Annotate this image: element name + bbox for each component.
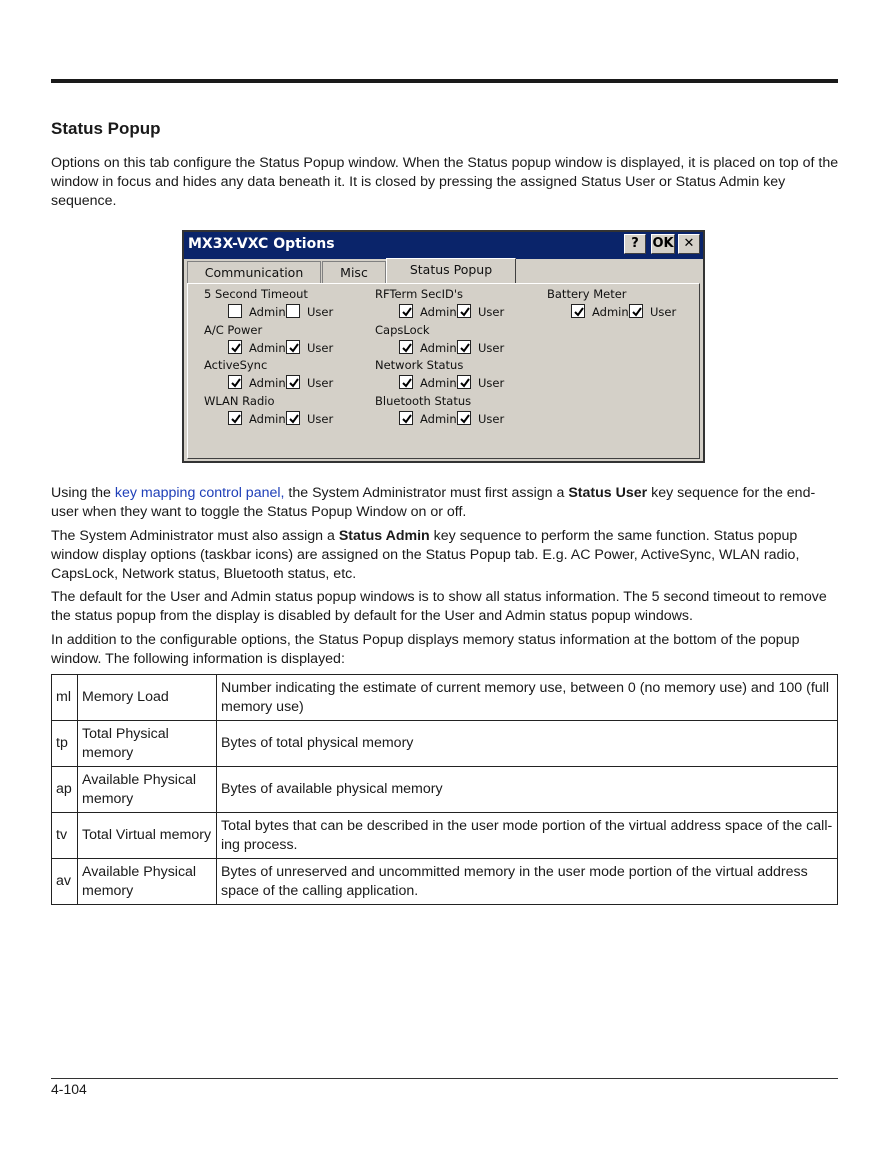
p2-text: The System Administrator must also assign a [51,528,339,544]
group-label-5-second-timeout: 5 Second Timeout [204,287,308,301]
user-checkbox-activesync[interactable] [286,375,300,389]
admin-checkbox-bluetooth-status[interactable] [399,411,413,425]
p1-text-end: key sequence for the end-user when they want to toggle the Status Popup Window on or off. [51,485,816,520]
header-rule [51,79,838,83]
tab-communication[interactable]: Communication [187,261,321,283]
dialog-titlebar [184,232,703,259]
user-checkbox-rfterm-secid-s[interactable] [457,304,471,318]
admin-checkbox-wlan-radio[interactable] [228,411,242,425]
group-label-wlan-radio: WLAN Radio [204,394,275,408]
admin-checkbox-capslock[interactable] [399,340,413,354]
admin-checkbox-network-status[interactable] [399,375,413,389]
options-dialog [182,230,705,463]
tab-status-popup[interactable]: Status Popup [386,258,516,284]
group-label-activesync: ActiveSync [204,358,268,372]
table-row [52,813,838,859]
table-row [52,721,838,767]
admin-label: Admin [420,412,457,426]
cell-desc: Bytes of unreserved and uncommitted memory in the user mode portion of the virtual address space of the calling application. [217,859,838,905]
user-label: User [478,305,505,319]
user-label: User [478,341,505,355]
user-label: User [478,412,505,426]
cell-code: tp [52,721,78,767]
status-user-term: Status User [568,485,648,501]
admin-label: Admin [249,376,286,390]
paragraph-memory-intro: In addition to the configurable options, the Status Popup displays memory status information at the bottom of the popup window. The following information is displayed: [51,632,800,667]
cell-desc: Number indicating the estimate of current memory use, between 0 (no memory use) and 100 (full memory use) [217,675,838,721]
cell-name: Total Physical memory [78,721,217,767]
key-mapping-link[interactable]: key mapping control panel, [114,485,285,501]
admin-label: Admin [420,376,457,390]
table-row [52,675,838,721]
cell-code: ml [52,675,78,721]
user-checkbox-a-c-power[interactable] [286,340,300,354]
cell-desc: Bytes of available physical memory [217,767,838,813]
user-label: User [307,412,334,426]
admin-checkbox-5-second-timeout[interactable] [228,304,242,318]
user-label: User [307,341,334,355]
cell-name: Available Physical memory [78,859,217,905]
user-label: User [650,305,677,319]
admin-checkbox-activesync[interactable] [228,375,242,389]
tab-misc[interactable]: Misc [322,261,386,283]
cell-code: av [52,859,78,905]
page-number: 4-104 [51,1081,87,1097]
user-checkbox-bluetooth-status[interactable] [457,411,471,425]
paragraph-status-admin [51,527,841,584]
p1-text-mid: the System Administrator must first assign a [284,485,569,501]
user-checkbox-capslock[interactable] [457,340,471,354]
user-checkbox-wlan-radio[interactable] [286,411,300,425]
footer-rule [51,1078,838,1079]
paragraph-key-mapping [51,484,841,522]
p1-text: Using the [51,485,115,501]
admin-checkbox-battery-meter[interactable] [571,304,585,318]
group-label-bluetooth-status: Bluetooth Status [375,394,472,408]
admin-label: Admin [420,305,457,319]
section-title: Status Popup [51,119,161,138]
table-row [52,767,838,813]
group-label-network-status: Network Status [375,358,464,372]
help-button[interactable]: ? [624,234,646,254]
cell-code: tv [52,813,78,859]
ok-button[interactable]: OK [651,234,675,254]
status-admin-term: Status Admin [338,528,430,544]
admin-label: Admin [249,412,286,426]
admin-checkbox-rfterm-secid-s[interactable] [399,304,413,318]
user-checkbox-battery-meter[interactable] [629,304,643,318]
group-label-battery-meter: Battery Meter [547,287,627,301]
memory-status-table [51,674,838,905]
admin-label: Admin [420,341,457,355]
cell-name: Available Physical memory [78,767,217,813]
close-button[interactable]: ✕ [678,234,700,254]
user-checkbox-5-second-timeout[interactable] [286,304,300,318]
user-label: User [307,305,334,319]
cell-code: ap [52,767,78,813]
table-row [52,859,838,905]
admin-label: Admin [592,305,629,319]
group-label-rfterm-secid-s: RFTerm SecID's [375,287,464,301]
p2-text-end: key sequence to perform the same function. Status popup window display options (taskbar icons) are assigned on the Status Popup tab. E.g. AC Power, ActiveSync, WLAN radio, CapsLock, Network status, Bluetooth status, etc. [51,528,800,582]
intro-paragraph: Options on this tab configure the Status Popup window. When the Status popup window is displayed, it is placed on top of the window in focus and hides any data beneath it. It is closed by pressing the assigned Status User or Status Admin key sequence. [51,155,839,209]
admin-checkbox-a-c-power[interactable] [228,340,242,354]
cell-name: Memory Load [78,675,217,721]
user-checkbox-network-status[interactable] [457,375,471,389]
admin-label: Admin [249,341,286,355]
group-label-capslock: CapsLock [375,323,430,337]
cell-desc: Bytes of total physical memory [217,721,838,767]
cell-desc: Total bytes that can be described in the user mode portion of the virtual address space of the call- ing process. [217,813,838,859]
user-label: User [307,376,334,390]
admin-label: Admin [249,305,286,319]
group-label-a-c-power: A/C Power [204,323,263,337]
dialog-title: MX3X-VXC Options [188,236,335,252]
paragraph-defaults: The default for the User and Admin status popup windows is to show all status information. The 5 second timeout to remove the status popup from the display is disabled by default for the User and Admin status popup windows. [51,589,827,624]
user-label: User [478,376,505,390]
cell-name: Total Virtual memory [78,813,217,859]
